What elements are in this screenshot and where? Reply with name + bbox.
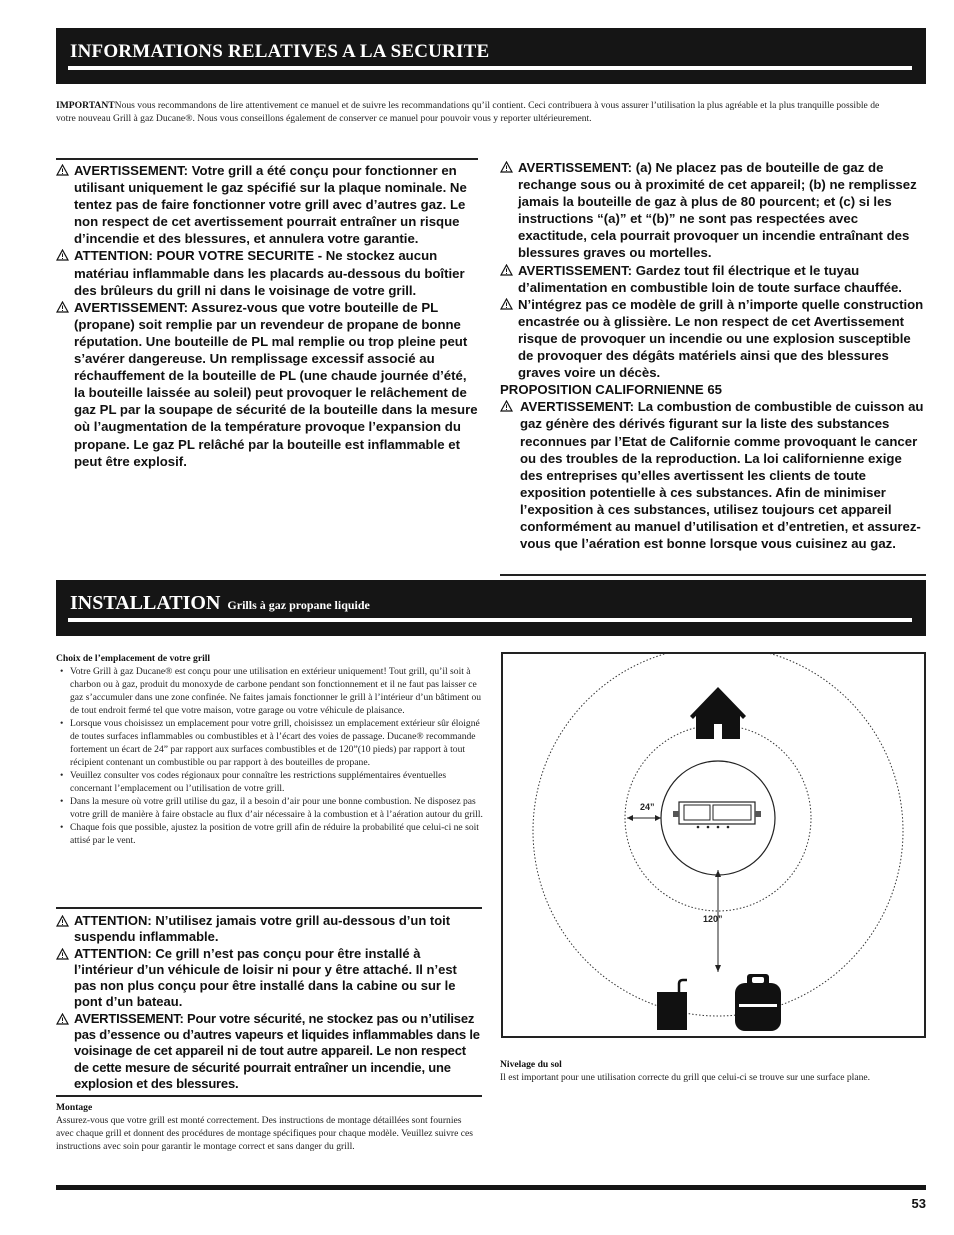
prop65-heading: PROPOSITION CALIFORNIENNE 65 [500, 382, 723, 398]
location-bullet: • Dans la mesure où votre grill utilise du gaz, il a besoin d’air pour une bonne combustion. Ne disposez pas votre grill de manière à faire obstacle au flux d’air nécessaire à la combustion et à l’aération autour du grill. [56, 795, 484, 821]
page-number: 53 [911, 1196, 926, 1211]
location-heading: Choix de l’emplacement de votre grill [56, 653, 211, 664]
warning-vehicle: ATTENTION: Ce grill n’est pas conçu pour être installé à l’intérieur d’un véhicule de loisir ni pour y être attaché. Il n’est pas non plus conçu pour être installé dans la cabine ou sur le pont d’un bateau. [56, 946, 482, 1011]
install-warnings-top-rule [56, 907, 482, 909]
propane-tank-icon [735, 974, 781, 1031]
installation-title [70, 592, 370, 615]
warning-gas-type: AVERTISSEMENT: Votre grill a été conçu pour fonctionner en utilisant uniquement le gaz spécifié sur la plaque nominale. Ne tentez pas de faire fonctionner votre grill avec d’autres gaz. Le non respect de cet avertissement pourrait entraîner un risque d’incendie et des blessures, et annulera votre garantie. [56, 162, 478, 247]
assembly-section [56, 1101, 476, 1153]
installation-warnings [56, 913, 482, 1092]
installation-header [56, 580, 926, 636]
important-text: Nous vous recommandons de lire attentivement ce manuel et de suivre les recommandations qu’il contient. Ceci contribuera à vous assurer l’utilisation la plus agréable et la plus tranquille possible de votre nouveau Grill à gaz Ducane®. Nous vous conseillons également de conserver ce manuel pour pouvoir vous y reporter ultérieurement. [56, 100, 880, 124]
important-paragraph [56, 99, 886, 125]
warning-triangle-icon [56, 1013, 69, 1025]
warning-triangle-icon [56, 249, 69, 261]
clearance-diagram-svg [503, 654, 924, 1036]
installation-subtitle: Grills à gaz propane liquide [227, 598, 370, 612]
warning-flammables: AVERTISSEMENT: Pour votre sécurité, ne stockez pas ou n’utilisez pas d’essence ou d’autres vapeurs et liquides inflammables dans le voisinage de cet appareil ni de tout autre appareil. Le non respect de cette mesure de sécurité pourrait entraîner un incendie, une explosion et des blessures. [56, 1011, 482, 1092]
location-bullet: • Veuillez consulter vos codes régionaux pour connaître les restrictions supplémentaires éventuelles concernant l’emplacement ou l’utilisation de votre grill. [56, 769, 484, 795]
warning-lp-bottle: AVERTISSEMENT: Assurez-vous que votre bouteille de PL (propane) soit remplie par un revendeur de propane de bonne réputation. Une bouteille de PL mal remplie ou trop pleine peut s’avérer dangereuse. Un remplissage excessif associé au réchauffement de la bouteille de PL (une chaude journée d’été, la bouteille laissée au soleil) peut provoquer le relâchement de gaz PL par la soupape de sécurité de la bouteille dans la mesure où l’augmentation de la température provoque l’expansion du propane. Le gaz PL relâché par la bouteille est inflammable et peut être explosif. [56, 299, 478, 470]
label-24: 24” [640, 802, 655, 812]
right-warnings [500, 159, 928, 552]
safety-header [56, 28, 926, 84]
house-icon [690, 687, 746, 739]
safety-header-rule [68, 66, 912, 70]
arrow-24-icon [627, 815, 661, 821]
assembly-text: Assurez-vous que votre grill est monté correctement. Des instructions de montage détaillées sont fournies avec chaque grill et donnent des procédures de montage spécifiques pour chaque modèle. Veuillez suivre ces instructions avec soin pour garantir le montage correct et sans danger du grill. [56, 1115, 473, 1152]
leveling-text: Il est important pour une utilisation correcte du grill que celui-ci se trouve sur une surface plane. [500, 1072, 871, 1083]
important-label: IMPORTANT [56, 100, 115, 111]
label-120: 120” [703, 914, 723, 924]
warning-overhead-roof: ATTENTION: N’utilisez jamais votre grill au-dessous d’un toit suspendu inflammable. [56, 913, 482, 946]
left-column-rule [56, 158, 478, 160]
location-section [56, 652, 484, 847]
warning-triangle-icon [500, 298, 513, 310]
warning-spare-bottle: AVERTISSEMENT: (a) Ne placez pas de bouteille de gaz de rechange sous ou à proximité de cet appareil; (b) ne remplissez jamais la bouteille de gaz à plus de 80 pourcent; et (c) si les instructions “(a)” et “(b)” ne sont pas respectées avec exactitude, cela pourrait provoquer un incendie entraînant des blessures graves ou mortelles. [500, 159, 928, 262]
installation-title-main: INSTALLATION [70, 592, 221, 614]
left-warnings [56, 162, 478, 470]
warning-triangle-icon [56, 301, 69, 313]
footer-rule [56, 1185, 926, 1190]
leveling-section [500, 1058, 920, 1084]
location-bullet: • Lorsque vous choisissez un emplacement pour votre grill, choisissez un emplacement extérieur sûr éloigné de toutes surfaces inflammables ou combustibles et à l’écart des voies de passage. Ducane® recommande fortement un écart de 24” par rapport aux surfaces combustibles et de 120”(10 pieds) par rapport à tout récipient contenant un combustible ou par rapport à des bouteilles de propane. [56, 717, 484, 769]
safety-title: INFORMATIONS RELATIVES A LA SECURITE [70, 41, 490, 62]
warning-triangle-icon [500, 400, 513, 412]
install-warnings-bottom-rule [56, 1095, 482, 1097]
grill-circle [661, 761, 775, 875]
assembly-heading: Montage [56, 1102, 93, 1113]
leveling-heading: Nivelage du sol [500, 1059, 562, 1070]
warning-triangle-icon [500, 161, 513, 173]
warning-triangle-icon [56, 915, 69, 927]
warning-triangle-icon [56, 164, 69, 176]
warning-electrical: AVERTISSEMENT: Gardez tout fil électrique et le tuyau d’alimentation en combustible loin de toute surface chauffée. [500, 262, 928, 296]
location-bullet: • Votre Grill à gaz Ducane® est conçu pour une utilisation en extérieur uniquement! Tout grill, qu’il soit à charbon ou à gaz, produit du monoxyde de carbone pendant son fonctionnement et il ne faut pas laisser ce gaz s’accumuler dans une zone confinée. Ne faites jamais fonctionner le grill à l’intérieur d’un bâtiment ou de tout endroit fermé tel que votre maison, votre garage ou votre véhicule de plaisance. [56, 665, 484, 717]
right-column-rule [500, 574, 926, 576]
warning-storage: ATTENTION: POUR VOTRE SECURITE - Ne stockez aucun matériau inflammable dans les placards au-dessous du boîtier des brûleurs du grill ni dans le voisinage de votre grill. [56, 247, 478, 298]
clearance-diagram [501, 652, 926, 1038]
location-bullet: • Chaque fois que possible, ajustez la position de votre grill afin de réduire la probabilité que celui-ci ne soit attisé par le vent. [56, 821, 484, 847]
warning-triangle-icon [500, 264, 513, 276]
warning-triangle-icon [56, 948, 69, 960]
gas-can-icon [657, 980, 687, 1030]
grill-icon [673, 802, 761, 828]
installation-header-rule [68, 618, 912, 622]
warning-prop65: AVERTISSEMENT: La combustion de combustible de cuisson au gaz génère des dérivés figurant sur la liste des substances reconnues par l’Etat de Californie comme provoquant le cancer ou des troubles de la reproduction. La loi californienne exige des entreprises qu’elles avertissent les clients de toute exposition potentielle à ces substances. Afin de minimiser l’exposition à ces substances, utilisez toujours cet appareil conformément au manuel d’utilisation et d’entretien, et assurez-vous que l’aération est bonne lorsque vous cuisinez au gaz. [500, 398, 928, 552]
warning-built-in: N’intégrez pas ce modèle de grill à n’importe quelle construction encastrée ou à glissière. Le non respect de cet Avertissement risque de provoquer un incendie ou une explosion susceptible de provoquer des dégâts matériels ainsi que des blessures graves voire un décès. [500, 296, 928, 381]
